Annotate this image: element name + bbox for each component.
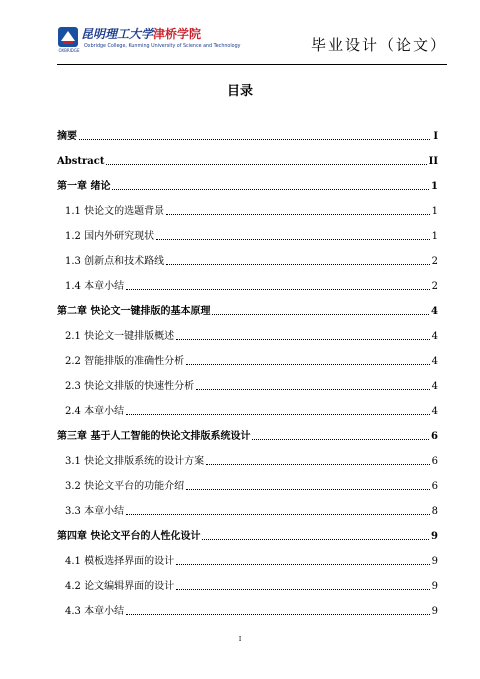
toc-dot-leader	[176, 589, 430, 590]
toc-dot-leader	[106, 164, 426, 165]
header-divider	[57, 64, 447, 65]
toc-entry[interactable]	[57, 393, 438, 418]
toc-entry-label: 3.2 快论文平台的功能介绍	[65, 481, 185, 492]
toc-entry-page: 4	[431, 331, 438, 342]
toc-entry-label: 3.1 快论文排版系统的设计方案	[65, 456, 205, 467]
toc-entry-page: 4	[431, 356, 438, 367]
page-number: I	[238, 636, 242, 643]
toc-entry-page: 1	[431, 181, 438, 192]
toc-title: 目录	[226, 84, 253, 99]
toc-dot-leader	[202, 539, 429, 540]
toc-entry-page: 8	[431, 506, 438, 517]
toc-entry-label: 4.3 本章小结	[65, 606, 125, 617]
toc-dot-leader	[176, 339, 430, 340]
toc-entry[interactable]	[57, 493, 438, 518]
toc-dot-leader	[112, 189, 429, 190]
toc-entry[interactable]	[57, 443, 438, 468]
university-logo	[57, 24, 241, 58]
toc-entry[interactable]	[57, 193, 438, 218]
toc-entry-page: 6	[431, 431, 438, 442]
toc-entry-page: 6	[431, 481, 438, 492]
toc-entry-label: 第三章 基于人工智能的快论文排版系统设计	[57, 431, 251, 442]
toc-entry[interactable]	[57, 418, 438, 443]
table-of-contents	[57, 118, 438, 618]
logo-english-name: Oxbridge College, Kunming University of Science and Technology	[84, 44, 241, 49]
toc-entry-label: 1.2 国内外研究现状	[65, 231, 155, 242]
logo-chinese-name: 昆明理工大学津桥学院	[81, 27, 202, 41]
toc-dot-leader	[206, 464, 430, 465]
toc-dot-leader	[79, 139, 430, 140]
toc-entry[interactable]	[57, 118, 438, 143]
toc-dot-leader	[186, 489, 430, 490]
university-emblem-icon	[57, 26, 79, 48]
header-title: 毕业设计（论文）	[310, 36, 447, 54]
toc-entry[interactable]	[57, 293, 438, 318]
toc-dot-leader	[196, 389, 430, 390]
toc-entry-page: 1	[431, 206, 438, 217]
toc-entry[interactable]	[57, 593, 438, 618]
toc-entry-label: 1.1 快论文的选题背景	[65, 206, 165, 217]
toc-entry-label: 2.1 快论文一键排版概述	[65, 331, 175, 342]
toc-entry-label: 4.1 模板选择界面的设计	[65, 556, 175, 567]
toc-dot-leader	[126, 289, 430, 290]
toc-entry-label: 摘要	[57, 131, 77, 142]
toc-entry-label: 4.2 论文编辑界面的设计	[65, 581, 175, 592]
toc-entry[interactable]	[57, 343, 438, 368]
toc-dot-leader	[126, 514, 430, 515]
toc-entry[interactable]	[57, 543, 438, 568]
toc-entry-page: 4	[431, 381, 438, 392]
toc-dot-leader	[166, 214, 430, 215]
toc-entry[interactable]	[57, 318, 438, 343]
toc-entry-page: I	[433, 131, 438, 142]
toc-entry-page: 2	[431, 256, 438, 267]
toc-dot-leader	[176, 564, 430, 565]
toc-entry-page: 4	[431, 306, 438, 317]
toc-entry-label: 2.2 智能排版的准确性分析	[65, 356, 185, 367]
toc-entry-label: 3.3 本章小结	[65, 506, 125, 517]
toc-entry-label: 第二章 快论文一键排版的基本原理	[57, 306, 211, 317]
toc-entry-label: 1.3 创新点和技术路线	[65, 256, 165, 267]
toc-dot-leader	[212, 314, 429, 315]
toc-entry-page: 2	[431, 281, 438, 292]
toc-entry[interactable]	[57, 568, 438, 593]
toc-entry-page: 9	[431, 606, 438, 617]
toc-entry-label: 2.4 本章小结	[65, 406, 125, 417]
toc-dot-leader	[252, 439, 429, 440]
toc-entry-page: II	[428, 156, 438, 167]
toc-entry[interactable]	[57, 168, 438, 193]
toc-entry-page: 4	[431, 406, 438, 417]
toc-entry[interactable]	[57, 268, 438, 293]
toc-entry-label: 1.4 本章小结	[65, 281, 125, 292]
toc-entry-page: 9	[431, 581, 438, 592]
toc-entry[interactable]	[57, 468, 438, 493]
toc-entry[interactable]	[57, 368, 438, 393]
toc-entry-label: Abstract	[57, 156, 105, 167]
page-header	[57, 24, 447, 64]
toc-dot-leader	[126, 414, 430, 415]
toc-entry[interactable]	[57, 518, 438, 543]
toc-entry-page: 6	[431, 456, 438, 467]
toc-dot-leader	[126, 614, 430, 615]
toc-dot-leader	[166, 264, 430, 265]
toc-entry-label: 2.3 快论文排版的快速性分析	[65, 381, 195, 392]
toc-dot-leader	[156, 239, 430, 240]
logo-abbreviation: OXBRIDGE	[58, 48, 80, 53]
toc-entry-label: 第四章 快论文平台的人性化设计	[57, 531, 201, 542]
toc-entry[interactable]	[57, 218, 438, 243]
toc-entry[interactable]	[57, 243, 438, 268]
toc-entry-page: 9	[431, 556, 438, 567]
toc-entry-page: 9	[431, 531, 438, 542]
toc-entry-page: 1	[431, 231, 438, 242]
toc-entry[interactable]	[57, 143, 438, 168]
toc-entry-label: 第一章 绪论	[57, 181, 111, 192]
toc-dot-leader	[186, 364, 430, 365]
